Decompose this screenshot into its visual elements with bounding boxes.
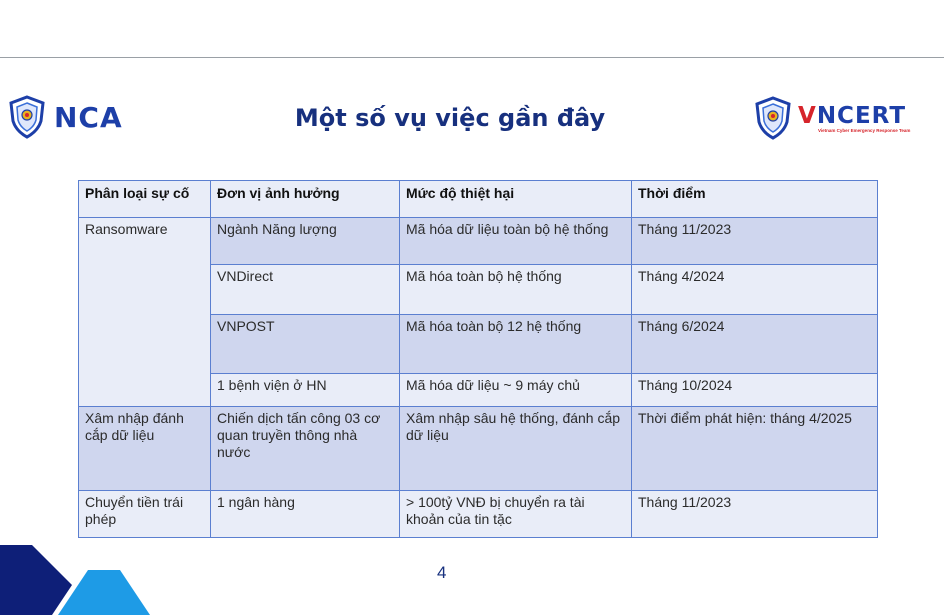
unit-cell: 1 ngân hàng (211, 491, 400, 538)
table-row (79, 218, 878, 265)
vncert-logo-text: VNCERT (798, 102, 907, 129)
page-number: 4 (437, 563, 447, 582)
time-cell: Tháng 11/2023 (632, 491, 878, 538)
slide-title: Một số vụ việc gần đây (294, 104, 606, 132)
damage-cell: Mã hóa dữ liệu toàn bộ hệ thống (400, 218, 632, 265)
time-cell: Tháng 11/2023 (632, 218, 878, 265)
unit-cell: Ngành Năng lượng (211, 218, 400, 265)
header-category: Phân loại sự cố (79, 181, 211, 218)
table-row (79, 491, 878, 538)
damage-cell: Mã hóa dữ liệu ~ 9 máy chủ (400, 374, 632, 407)
time-cell: Thời điểm phát hiện: tháng 4/2025 (632, 407, 878, 491)
unit-cell: VNDirect (211, 265, 400, 315)
damage-cell: Mã hóa toàn bộ hệ thống (400, 265, 632, 315)
time-cell: Tháng 10/2024 (632, 374, 878, 407)
unit-cell: Chiến dịch tấn công 03 cơ quan truyền thông nhà nước (211, 407, 400, 491)
damage-cell: Xâm nhập sâu hệ thống, đánh cắp dữ liệu (400, 407, 632, 491)
incidents-table (78, 180, 878, 538)
header-unit: Đơn vị ảnh hưởng (211, 181, 400, 218)
time-cell: Tháng 6/2024 (632, 315, 878, 374)
corner-decoration (0, 540, 160, 615)
nca-logo-text: NCA (54, 100, 123, 134)
vncert-tagline: Vietnam Cyber Emergency Response Team (818, 127, 911, 133)
shield-emblem-icon (754, 96, 792, 140)
category-cell: Chuyển tiền trái phép (79, 491, 211, 538)
table-header-row (79, 181, 878, 218)
unit-cell: VNPOST (211, 315, 400, 374)
category-cell: Ransomware (79, 218, 211, 407)
damage-cell: Mã hóa toàn bộ 12 hệ thống (400, 315, 632, 374)
vncert-logo (754, 96, 910, 140)
table-row (79, 407, 878, 491)
time-cell: Tháng 4/2024 (632, 265, 878, 315)
unit-cell: 1 bệnh viện ở HN (211, 374, 400, 407)
top-divider (0, 57, 944, 58)
damage-cell: > 100tỷ VNĐ bị chuyển ra tài khoản của tin tặc (400, 491, 632, 538)
header-damage: Mức độ thiệt hại (400, 181, 632, 218)
category-cell: Xâm nhập đánh cắp dữ liệu (79, 407, 211, 491)
shield-emblem-icon (8, 95, 46, 139)
header-time: Thời điểm (632, 181, 878, 218)
nca-logo (8, 95, 123, 139)
